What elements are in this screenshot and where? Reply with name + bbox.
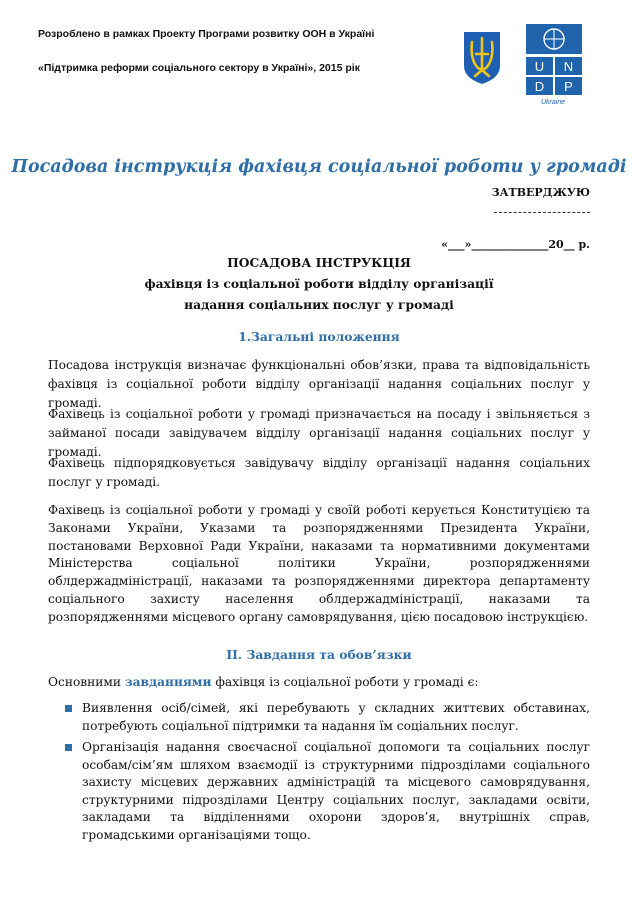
- bullet-square-icon: [65, 744, 72, 751]
- intro-text-end: фахівця із соціальної роботи у громаді є:: [211, 675, 479, 689]
- header-block: [38, 28, 438, 96]
- signature-line: [494, 212, 590, 213]
- intro-accent-word: завданнями: [124, 675, 212, 689]
- section-1-title: 1.Загальні положення: [238, 329, 400, 344]
- list-item: [64, 739, 590, 844]
- page-title: Посадова інструкція фахівця соціальної роботи у громаді: [11, 157, 627, 177]
- undp-letter-p: P: [564, 79, 573, 94]
- list-item-text: Організація надання своєчасної соціальної допомоги та соціальних послуг особам/сім’ям шляхом взаємодії із структурними підрозділами соціального захисту місцевих державних адміністрацій та місцевого самоврядування, структурними підрозділами Центру соціальних послуг, закладами освіти, закладами та відділеннями охорони здоров’я, внутрішніх справ, громадськими організаціями тощо.: [82, 740, 590, 842]
- undp-caption: Ukraine: [540, 99, 566, 106]
- list-item: [64, 700, 590, 735]
- approval-label: ЗАТВЕРДЖУЮ: [491, 186, 590, 199]
- doc-heading-3: надання соціальних послуг у громаді: [184, 297, 454, 312]
- section-2-title: II. Завдання та обов’язки: [226, 647, 412, 662]
- undp-letter-d: D: [534, 79, 545, 94]
- undp-logo: [520, 20, 586, 108]
- section-1-paragraph-2: Фахівець із соціальної роботи у громаді призначається на посаду і звільняється з займаної посади завідувачем відділу організації надання соціальних послуг у громаді.: [48, 407, 590, 459]
- section-1-paragraph-1: Посадова інструкція визначає функціональні обов’язки, права та відповідальність фахівця із соціальної роботи відділу організації надання соціальних послуг у громаді.: [48, 358, 590, 410]
- duties-list: [64, 700, 590, 848]
- section-1-paragraph-3: Фахівець підпорядковується завідувачу відділу організації надання соціальних послуг у громаді.: [48, 456, 590, 489]
- header-line-1: Розроблено в рамках Проекту Програми розвитку ООН в Україні: [38, 28, 375, 40]
- undp-letter-n: N: [563, 59, 574, 74]
- date-line: «___»______________20__ р.: [441, 238, 590, 251]
- undp-letter-u: U: [534, 59, 545, 74]
- intro-text-start: Основними: [48, 675, 125, 689]
- bullet-square-icon: [65, 705, 72, 712]
- section-1-paragraph-4: Фахівець із соціальної роботи у громаді у своїй роботі керується Конституцією та Законами України, Указами та розпорядженнями Президента України, постановами Верховної Ради України, наказами та нормативними документами Міністерства соціальної політики України, розпорядженнями облдержадміністрації, наказами та розпорядженнями директора департаменту соціального захисту населення облдержадміністрації, наказами та розпорядженнями місцевого органу самоврядування, цією посадовою інструкцією.: [48, 503, 590, 624]
- section-2-intro: [48, 673, 590, 692]
- header-line-2: «Підтримка реформи соціального сектору в Україні», 2015 рік: [38, 62, 360, 74]
- doc-heading-2: фахівця із соціальної роботи відділу організації: [144, 276, 494, 291]
- list-item-text: Виявлення осіб/сімей, які перебувають у складних життєвих обставинах, потребують соціальної підтримки та надання їм соціальних послуг.: [82, 701, 590, 733]
- doc-heading-1: ПОСАДОВА ІНСТРУКЦІЯ: [227, 255, 411, 270]
- trident-emblem-icon: [462, 30, 502, 86]
